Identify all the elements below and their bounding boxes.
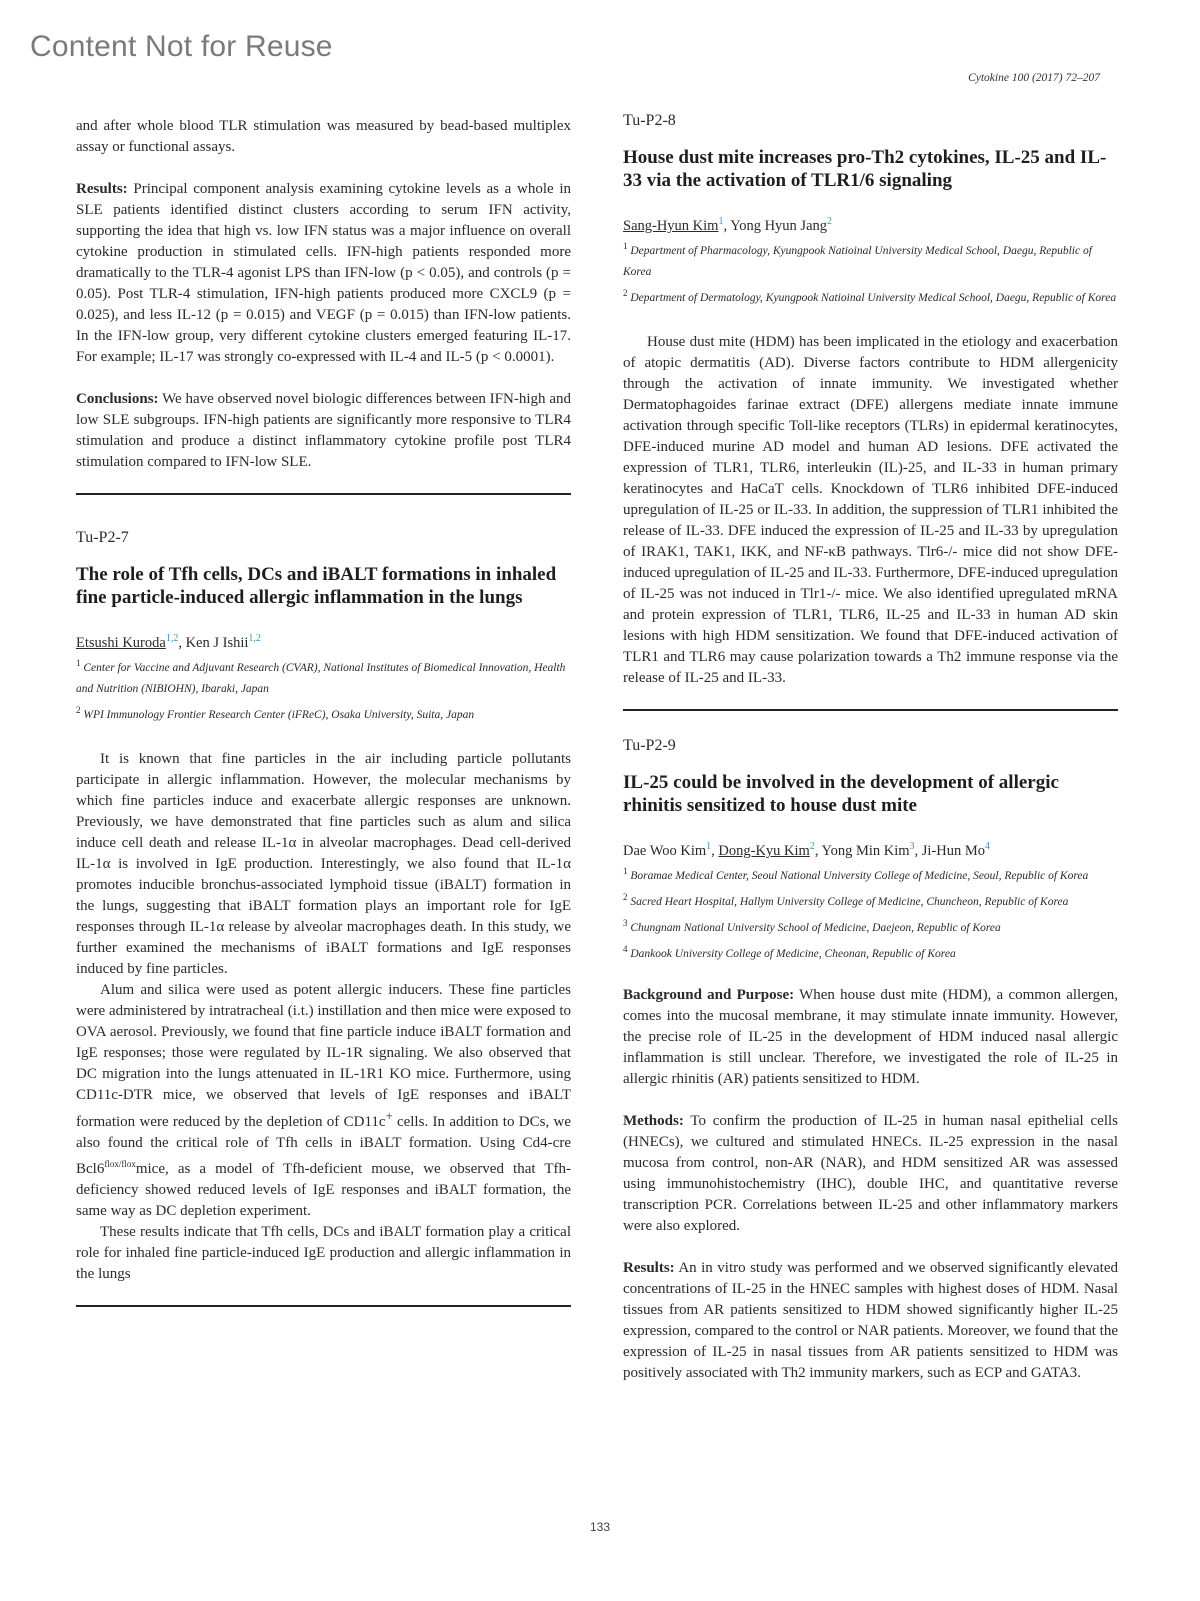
body-paragraph: These results indicate that Tfh cells, DCs and iBALT formation play a critical role for inhaled fine particle-induced IgE production and allergic inflammation in the lungs [76,1224,571,1283]
affiliation: $^2$ Department of Dermatology, Kyungpook Natioinal University Medical School, Daegu, Republic of Korea [623,287,1117,304]
affiliation: $^2$ Sacred Heart Hospital, Hallym University College of Medicine, Chuncheon, Republic of Korea [623,892,1069,908]
body-paragraph: House dust mite (HDM) has been implicated in the etiology and exacerbation of atopic dermatitis (AD). Diverse factors contribute to HDM allergenicity through the activation of innate immunity. We investigated whether Dermatophagoides farinae extract (DFE) allergens mediate innate immune activation through specific Toll-like receptors (TLRs) in epidermal keratinocytes, DFE-induced murine AD model and human AD lesions. DFE activated the expression of TLR1, TLR6, interleukin (IL)-25, and IL-33 in human primary keratinocytes and HaCaT cells. Knockdown of TLR6 inhibited DFE-induced upregulation of IL-25 or IL-33. In addition, the suppression of TLR1 inhibited the release of IL-33. DFE induced the expression of IL-25 and IL-33 by upregulation of IRAK1, TAK1, IKK, and NF-κB pathways. Tlr6-/- mice did not show DFE-induced upregulation of IL-25 and IL-33. Furthermore, DFE-induced upregulation of IL-25 was not induced in Tlr1-/- mice. We also identified upregulated mRNA and protein expression of TLR1, TLR6, IL-25 and IL-33 in human AD skin lesions with high HDM sensitization. We found that DFE-induced activation of TLR1 and TLR6 may cause polarization towards a Th2 immune response via the release of IL-25 and IL-33. [623,334,1118,687]
author-name: Sang-Hyun Kim [623,217,719,234]
author-name: Yong Min Kim [821,843,910,860]
author-name: Dae Woo Kim [623,843,707,860]
affiliation: $^1$ Department of Pharmacology, Kyungpook Natioinal University Medical School, Daegu, Republic of Korea [623,240,1092,278]
conclusions-label: Conclusions: [76,391,159,407]
affiliation: $^4$ Dankook University College of Medicine, Cheonan, Republic of Korea [623,943,956,960]
author-name: Etsushi Kuroda [76,634,166,651]
author-list: Etsushi Kuroda$^{1,2}$, Ken J Ishii$^{1,2}$ [76,633,261,651]
abstract-id: Tu-P2-9 [623,737,676,755]
author-name: Ken J Ishii [185,634,249,651]
body-paragraph: Alum and silica were used as potent allergic inducers. These fine particles were administered by intratracheal (i.t.) instillation and then mice were exposed to OVA aerosol. Previously, we found that fine particle induce iBALT formation and IgE responses; those were regulated by IL-1R signaling. We also observed that DC migration into the lungs attenuated in IL-1R1 KO mice. Furthermore, using CD11c-DTR mice, we observed that levels of IgE responses and iBALT formation were reduced by the depletion of CD11c+ cells. In addition to DCs, we also found the critical role of Tfh cells in iBALT formation. Using Cd4-cre $Bcl6^{flox/flox}mice$, as a model of Tfh-deficient mouse, we observed that Tfh-deficiency showed reduced levels of IgE responses and iBALT formation, the same way as DC depletion experiment. [76,982,572,1220]
methods-paragraph: Methods: To confirm the production of IL-25 in human nasal epithelial cells (HNECs), we cultured and stimulated HNECs. IL-25 expression in the nasal mucosa from control, non-AR (NAR), and HDM sensitized AR was assessed using immunohistochemistry (IHC), double IHC, and quantitative reverse transcription PCR. Correlations between IL-25 and other inflammatory markers were also explored. [623,1112,1118,1234]
results-paragraph: Results: An in vitro study was performed and we observed significantly elevated concentrations of IL-25 in the HNEC samples with highest doses of HDM. Nasal tissues from AR patients sensitized to HDM showed significantly higher IL-25 expression, compared to the control or NAR patients. Moreover, we found that the expression of IL-25 in nasal tissues from AR patients sensitized to HDM was positively associated with Th2 immunity markers, such as ECP and GATA3. [623,1259,1118,1381]
abstract-id: Tu-P2-7 [76,529,129,546]
abstract-title: IL-25 could be involved in the development of allergic rhinitis sensitized to house dust mite [623,772,1059,817]
background-paragraph: Background and Purpose: When house dust mite (HDM), a common allergen, comes into the mucosal membrane, it may stimulate innate immunity. However, the precise role of IL-25 in the development of HDM induced nasal allergic inflammation is still unclear. Therefore, we investigated the role of IL-25 in allergic rhinitis (AR) patients sensitized to HDM. [623,986,1118,1087]
conclusions-text: We have observed novel biologic differences between IFN-high and low SLE subgroups. IFN-high patients are significantly more responsive to TLR4 stimulation and produce a distinct inflammatory cytokine profile post TLR4 stimulation compared to IFN-low SLE. [76,391,571,470]
continuation-paragraph: and after whole blood TLR stimulation was measured by bead-based multiplex assay or functional assays. [76,118,571,155]
section-divider [76,1305,571,1307]
conclusions-paragraph [76,389,571,473]
author-name: Yong Hyun Jang [730,217,828,234]
left-column [76,116,571,1307]
author-name: Ji-Hun Mo [921,843,986,860]
abstract-title: The role of Tfh cells, DCs and iBALT formations in inhaled fine particle-induced allergic inflammation in the lungs [76,564,557,608]
results-text: Principal component analysis examining cytokine levels as a whole in SLE patients identified distinct clusters according to serum IFN activity, supporting the idea that high vs. low IFN status was a major influence on overall cytokine production in stimulated cells. IFN-high patients responded more dramatically to the TLR-4 agonist LPS than IFN-low (p < 0.05), and controls (p = 0.05). Post TLR-4 stimulation, IFN-high patients produced more CXCL9 (p = 0.025), and less IL-12 (p = 0.015) and VEGF (p = 0.015) than IFN-low patients. In the IFN-low group, very different cytokine clusters emerged featuring IL-17. For example; IL-17 was strongly co-expressed with IL-4 and IL-5 (p < 0.0001). [76,181,571,365]
affiliation: $^3$ Chungnam National University School of Medicine, Daejeon, Republic of Korea [623,917,1001,934]
affiliation: $^1$ Center for Vaccine and Adjuvant Research (CVAR), National Institutes of Biomedical Innovation, Health and Nutrition (NIBIOHN), Ibaraki, Japan [76,657,566,695]
abstract-id: Tu-P2-8 [623,112,676,129]
results-paragraph [76,179,571,368]
watermark: Content Not for Reuse [30,30,333,63]
page-number: 133 [589,1520,611,1534]
author-affiliation-ref: 1,2 [165,633,179,644]
journal-running-head: Cytokine 100 (2017) 72–207 [968,72,1100,84]
author-list: Dae Woo Kim$^1$, Dong-Kyu Kim$^2$, Yong Min Kim$^3$, Ji-Hun Mo$^4$ [623,841,991,860]
author-list: Sang-Hyun Kim$^1$, Yong Hyun Jang$^2$ [623,216,833,234]
results-label: Results: [76,181,128,197]
author-name: Dong-Kyu Kim [718,843,810,860]
body-paragraph: It is known that fine particles in the air including particle pollutants participate in allergic inflammation. However, the molecular mechanisms by which fine particles induce and exacerbate allergic responses are unknown. Previously, we have demonstrated that fine particles such as alum and silica induce cell death and release IL-1α in alveolar macrophages. Dead cell-derived IL-1α is involved in IgE production. Interestingly, we also found that IL-1α promotes inducible bronchus-associated lymphoid tissue (iBALT) formation in the lungs, suggesting that iBALT formation plays an important role for IgE responses through IL-1α release by alveolar macrophages death. In this study, we further examined the mechanisms of iBALT formations and IgE responses induced by fine particles. [76,751,571,978]
abstract-title: House dust mite increases pro-Th2 cytokines, IL-25 and IL-33 via the activation of TLR1/6 signaling [623,147,1107,191]
affiliation: $^2$ WPI Immunology Frontier Research Center (iFReC), Osaka University, Suita, Japan [76,704,475,721]
right-column [623,112,1118,1384]
author-affiliation-ref: 1,2 [248,633,261,644]
affiliation: $^1$ Boramae Medical Center, Seoul National University College of Medicine, Seoul, Republic of Korea [623,866,1089,883]
